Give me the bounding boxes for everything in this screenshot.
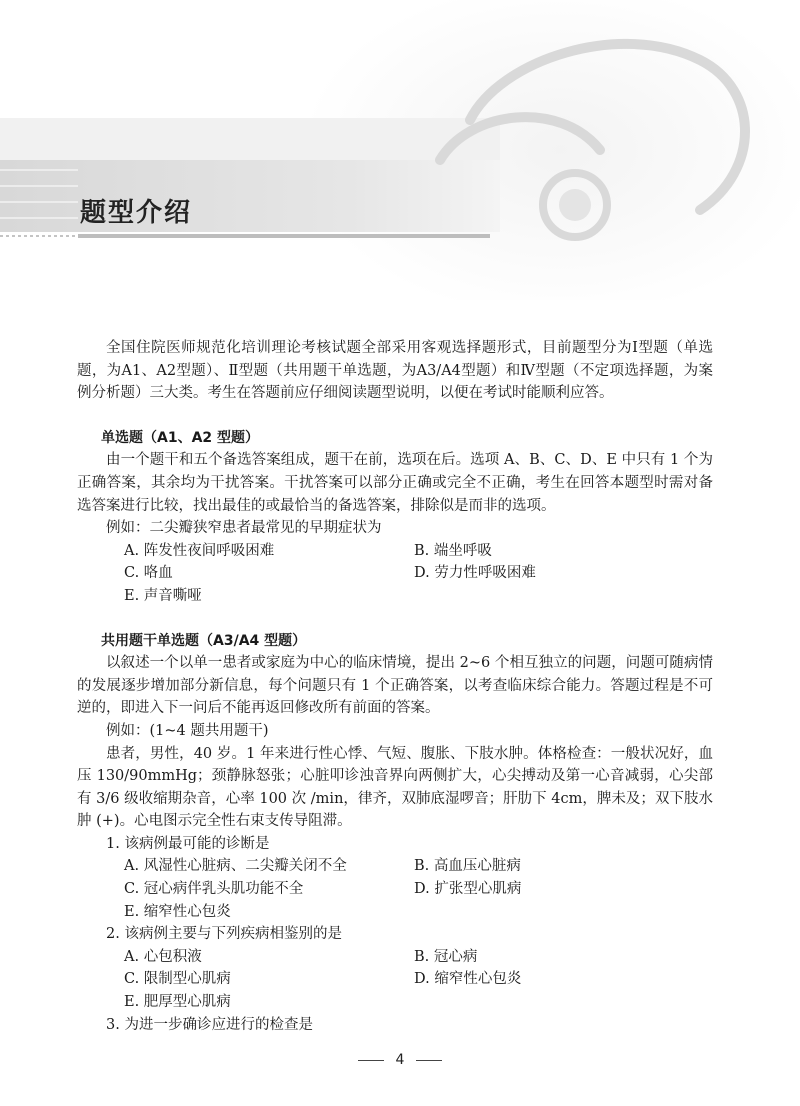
header-decoration [0,0,800,300]
section-description: 由一个题干和五个备选答案组成，题干在前，选项在后。选项 A、B、C、D、E 中只有 1 个为正确答案，其余均为干扰答案。干扰答案可以部分正确或完全不正确，考生在回答本题型时需对备选答案进行比较，找出最佳的或最恰当的备选答案，排除似是而非的选项。 [77,452,713,514]
example-question: 例如：二尖瓣狭窄患者最常见的早期症状为 [106,520,382,537]
page-title: 题型介绍 [80,198,193,228]
section-title-single-choice: 单选题（A1、A2 型题） [101,429,260,446]
page-number: 4 [395,1052,405,1068]
option-c: C. 咯血 [124,565,173,582]
footer-dash [358,1060,384,1061]
option-d: D. 劳力性呼吸困难 [414,565,536,582]
option-d: D. 扩张型心肌病 [414,881,522,898]
option-list [77,540,713,608]
question-stem: 3. 为进一步确诊应进行的检查是 [106,1016,313,1033]
question-stem: 1. 该病例最可能的诊断是 [106,835,270,852]
example-question: 例如：(1~4 题共用题干) [106,722,269,739]
intro-paragraph: 全国住院医师规范化培训理论考核试题全部采用客观选择题形式，目前题型分为Ⅰ型题（单选题，为A1、A2型题）、Ⅱ型题（共用题干单选题，为A3/A4型题）和Ⅳ型题（不定项选择题，为案例分析题）三大类。考生在答题前应仔细阅读题型说明，以便在考试时能顺利应答。 [77,340,713,402]
option-list [77,855,713,923]
option-a: A. 心包积液 [124,948,202,965]
question-stem: 2. 该病例主要与下列疾病相鉴别的是 [106,926,342,943]
option-d: D. 缩窄性心包炎 [414,971,522,988]
option-e: E. 缩窄性心包炎 [124,903,231,920]
option-e: E. 声音嘶哑 [124,587,202,604]
content [77,337,713,1036]
option-b: B. 端坐呼吸 [414,542,492,559]
page-header [0,0,800,300]
option-c: C. 冠心病伴乳头肌功能不全 [124,881,304,898]
section-title-shared-stem: 共用题干单选题（A3/A4 型题） [101,632,307,649]
option-a: A. 阵发性夜间呼吸困难 [124,542,275,559]
page-footer [0,1052,800,1068]
option-e: E. 肥厚型心肌病 [124,994,231,1011]
option-list [77,946,713,1014]
case-description: 患者，男性，40 岁。1 年来进行性心悸、气短、腹胀、下肢水肿。体格检查：一般状况好，血压 130/90mmHg；颈静脉怒张；心脏叩诊浊音界向两侧扩大，心尖搏动及第一心音减弱，心尖部有 3/6 级收缩期杂音，心率 100 次 /min，律齐，双肺底湿啰音；肝肋下 4cm，脾未及；双下肢水肿 (+)。心电图示完全性右束支传导阻滞。 [77,745,713,830]
section-description: 以叙述一个以单一患者或家庭为中心的临床情境，提出 2~6 个相互独立的问题，问题可随病情的发展逐步增加部分新信息，每个问题只有 1 个正确答案，以考查临床综合能力。答题过程是不可逆的，即进入下一问后不能再返回修改所有前面的答案。 [77,655,713,717]
footer-dash [416,1060,442,1061]
option-b: B. 冠心病 [414,948,478,965]
option-b: B. 高血压心脏病 [414,858,521,875]
option-a: A. 风湿性心脏病、二尖瓣关闭不全 [124,858,347,875]
option-c: C. 限制型心肌病 [124,971,231,988]
